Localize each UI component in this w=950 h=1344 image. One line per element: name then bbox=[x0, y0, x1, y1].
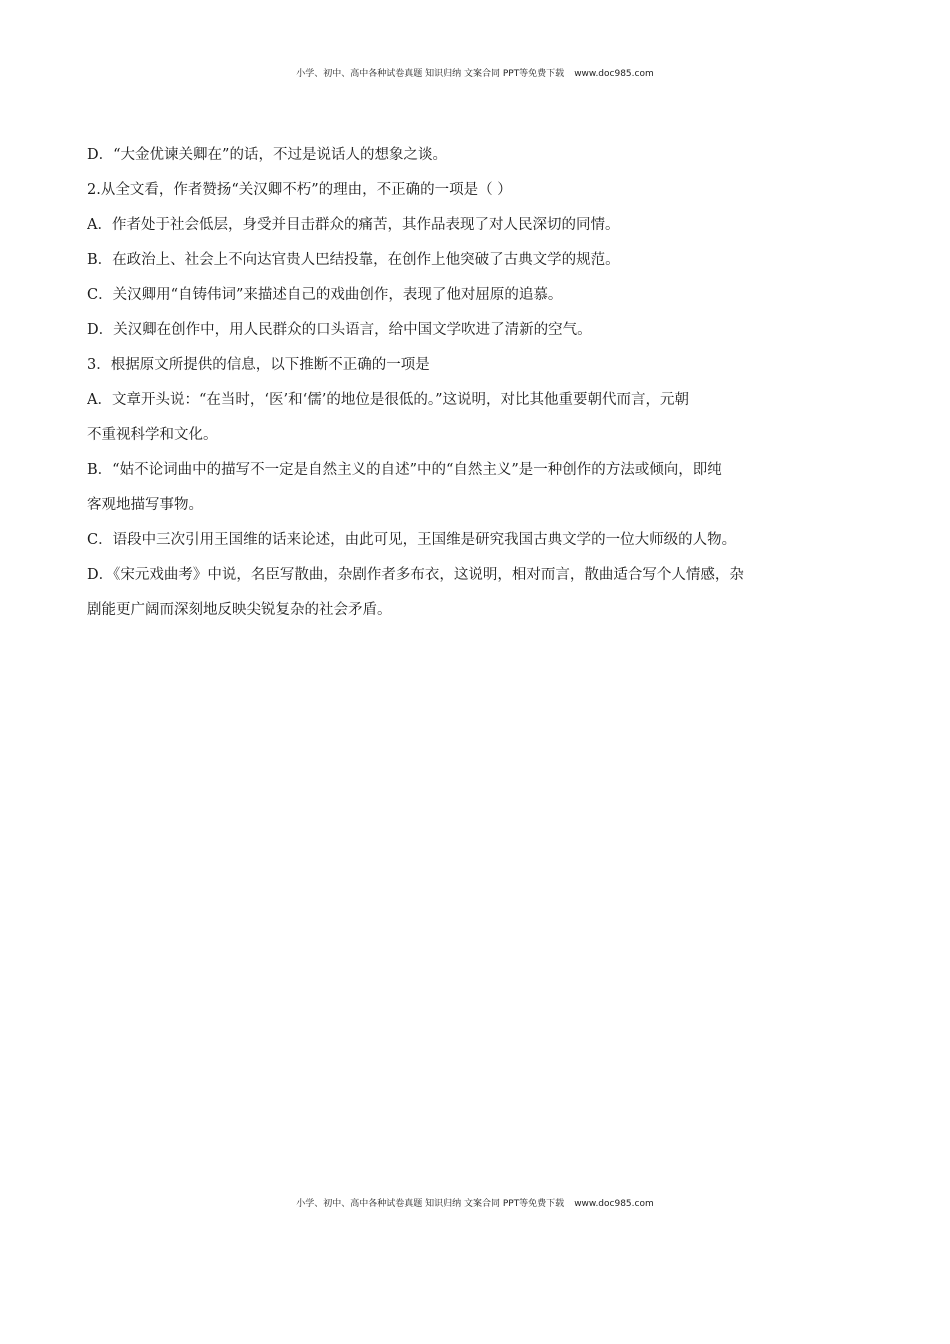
footer-text: 小学、初中、高中各种试卷真题 知识归纳 文案合同 PPT等免费下载 bbox=[296, 1199, 565, 1209]
page-footer bbox=[0, 1196, 950, 1209]
page-header bbox=[0, 66, 950, 79]
option-d-q1: D．“大金优谏关卿在”的话，不过是说话人的想象之谈。 bbox=[87, 147, 447, 163]
question-3: 3．根据原文所提供的信息，以下推断不正确的一项是 bbox=[87, 357, 430, 373]
option-d-q2: D．关汉卿在创作中，用人民群众的口头语言，给中国文学吹进了清新的空气。 bbox=[87, 322, 592, 338]
option-d-q3-line1: D．《宋元戏曲考》中说，名臣写散曲，杂剧作者多布衣，这说明，相对而言，散曲适合写个人情感，杂 bbox=[87, 567, 744, 583]
header-site-link[interactable]: www.doc985.com bbox=[574, 69, 654, 79]
option-c-q2: C．关汉卿用“自铸伟词”来描述自己的戏曲创作，表现了他对屈原的追慕。 bbox=[87, 287, 563, 303]
option-b-q3-line2: 客观地描写事物。 bbox=[87, 497, 203, 513]
footer-site-link[interactable]: www.doc985.com bbox=[574, 1199, 654, 1209]
document-body bbox=[87, 138, 867, 628]
option-d-q3-line2: 剧能更广阔而深刻地反映尖锐复杂的社会矛盾。 bbox=[87, 602, 392, 618]
option-b-q3-line1: B．“姑不论词曲中的描写不一定是自然主义的自述”中的“自然主义”是一种创作的方法或倾向，即纯 bbox=[87, 462, 722, 478]
option-c-q3: C．语段中三次引用王国维的话来论述，由此可见，王国维是研究我国古典文学的一位大师级的人物。 bbox=[87, 532, 737, 548]
option-a-q3-line1: A．文章开头说：“在当时，‘医’和‘儒’的地位是很低的。”这说明，对比其他重要朝代而言，元朝 bbox=[87, 392, 689, 408]
header-text: 小学、初中、高中各种试卷真题 知识归纳 文案合同 PPT等免费下载 bbox=[296, 69, 565, 79]
option-a-q3-line2: 不重视科学和文化。 bbox=[87, 427, 218, 443]
question-2: 2.从全文看，作者赞扬“关汉卿不朽”的理由，不正确的一项是（ ） bbox=[87, 182, 512, 198]
option-b-q2: B．在政治上、社会上不向达官贵人巴结投靠，在创作上他突破了古典文学的规范。 bbox=[87, 252, 620, 268]
option-a-q2: A．作者处于社会低层，身受并目击群众的痛苦，其作品表现了对人民深切的同情。 bbox=[87, 217, 620, 233]
